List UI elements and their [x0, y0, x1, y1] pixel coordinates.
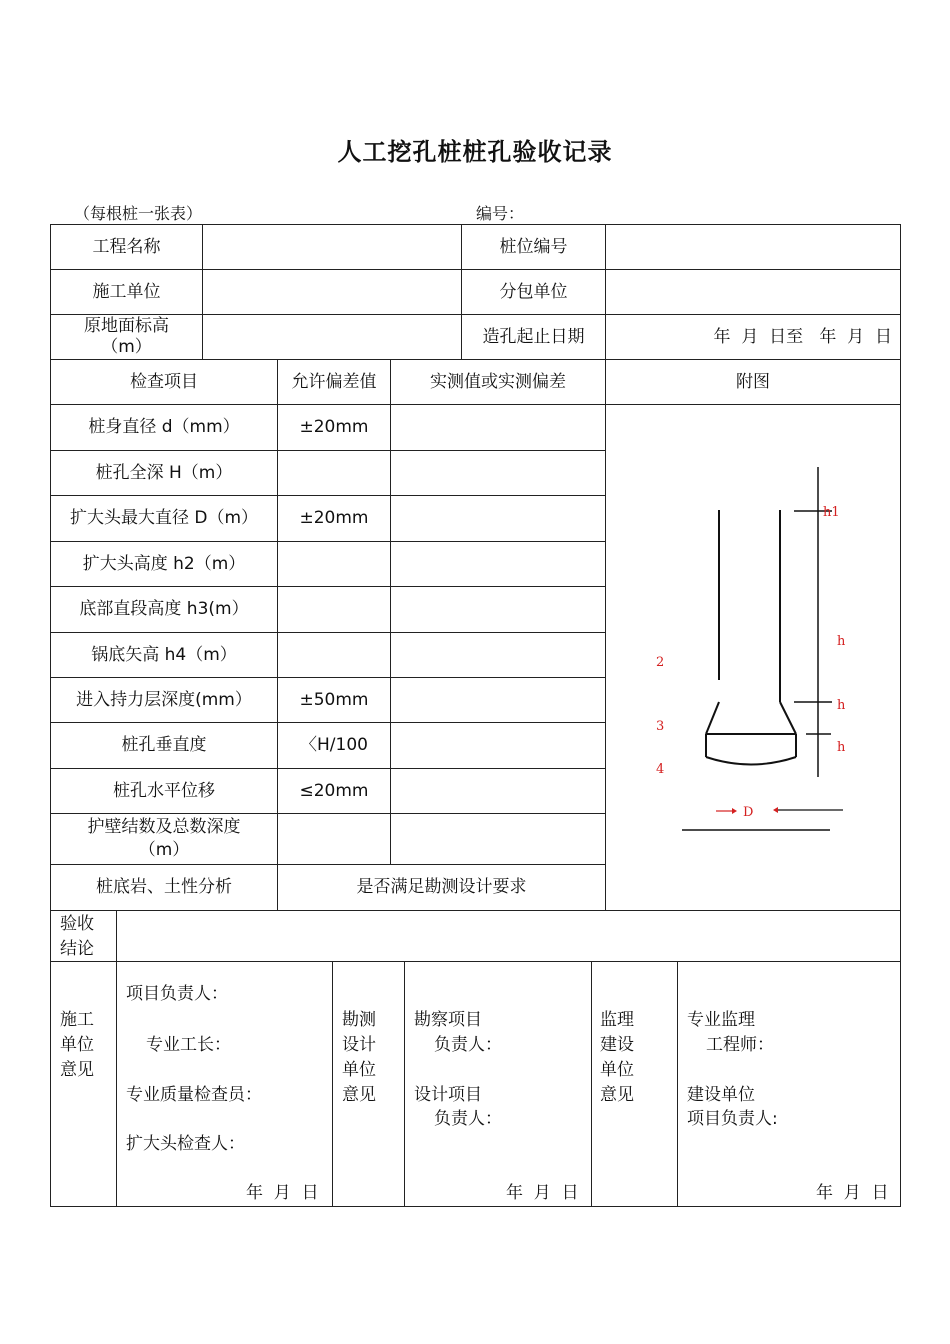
conclusion-label	[60, 912, 94, 962]
row-item-label: 底部直段高度 h3(m）	[79, 599, 249, 619]
owner-title: 建设单位	[687, 1085, 755, 1105]
page-title: 人工挖孔桩桩孔验收记录	[337, 137, 613, 166]
design-manager-sign[interactable]: 负责人：	[434, 1109, 502, 1129]
supervisor-date[interactable]: 年 月 日	[816, 1183, 889, 1203]
project-name-label: 工程名称	[92, 236, 161, 257]
header-tolerance: 允许偏差值	[291, 371, 377, 392]
subcontractor-field[interactable]	[606, 270, 900, 314]
row-item-label: 扩大头高度 h2（m）	[82, 553, 246, 574]
row-measured-field[interactable]	[391, 633, 605, 677]
per-pile-note: （每根桩一张表）	[74, 204, 203, 223]
wall-sections-line1: 护壁结数及总数深度	[87, 817, 241, 837]
row-measured-field[interactable]	[391, 451, 605, 495]
arrow-head-right	[732, 808, 737, 814]
row-measured-field[interactable]	[391, 587, 605, 632]
label-h-bottom: h	[837, 740, 846, 755]
row-tolerance: ±20mm	[299, 417, 369, 437]
survey-label-line: 勘测	[342, 1010, 376, 1030]
quality-inspector-sign[interactable]: 专业质量检查员：	[126, 1085, 262, 1105]
row-item-label: 锅底矢高 h4（m）	[91, 644, 237, 665]
supervisor-engineer-sign[interactable]: 工程师：	[706, 1035, 774, 1055]
arrow-head-left	[773, 807, 778, 813]
dig-dates-field[interactable]: 年 月 日至 年 月 日	[713, 326, 892, 347]
wall-sections-unit: （m）	[138, 840, 190, 860]
bell-wall-right	[780, 702, 796, 734]
dig-dates-label: 造孔起止日期	[482, 326, 585, 347]
serial-number-label: 编号：	[476, 204, 525, 223]
builder-opinion-label	[60, 1008, 94, 1083]
row-tolerance: ±50mm	[299, 689, 369, 710]
label-h-shaft: h	[837, 634, 846, 649]
supervisor-label-line: 意见	[600, 1085, 634, 1105]
label-4: 4	[656, 762, 665, 777]
table-line	[591, 961, 592, 1206]
header-measured: 实测值或实测偏差	[430, 371, 566, 392]
design-manager-title: 设计项目	[414, 1085, 482, 1105]
conclusion-field[interactable]	[117, 911, 900, 961]
foreman-sign[interactable]: 专业工长：	[146, 1035, 231, 1055]
row-tolerance	[278, 542, 390, 586]
bottom-analysis-requirement[interactable]: 是否满足勘测设计要求	[356, 877, 527, 897]
row-measured-field[interactable]	[391, 678, 605, 722]
row-measured-field[interactable]	[391, 405, 605, 450]
conclusion-line2: 结论	[60, 939, 94, 959]
row-tolerance: 〈H/100	[300, 735, 368, 755]
builder-label-line: 施工	[60, 1010, 94, 1030]
pile-diagram	[606, 405, 900, 910]
row-item-label: 桩孔全深 H（m）	[95, 462, 233, 483]
table-line	[404, 961, 405, 1206]
conclusion-line1: 验收	[60, 914, 94, 934]
label-h-bell: h	[837, 698, 846, 713]
wall-sections-measured-field[interactable]	[391, 814, 605, 864]
pile-number-label: 桩位编号	[499, 236, 568, 257]
builder-label-line: 意见	[60, 1060, 94, 1080]
row-tolerance	[278, 633, 390, 677]
row-item-label: 进入持力层深度(mm）	[76, 689, 252, 710]
survey-manager-title: 勘察项目	[414, 1010, 482, 1030]
table-line	[677, 961, 678, 1206]
survey-label-line: 意见	[342, 1085, 376, 1105]
label-h1: h1	[823, 505, 840, 520]
project-manager-sign[interactable]: 项目负责人：	[126, 984, 228, 1004]
pile-number-field[interactable]	[606, 225, 900, 269]
subcontractor-label: 分包单位	[499, 281, 568, 302]
row-tolerance: ≤20mm	[299, 780, 369, 801]
builder-label-line: 单位	[60, 1035, 94, 1055]
owner-manager-sign[interactable]: 项目负责人:	[687, 1109, 778, 1129]
ground-elevation-unit: （m）	[101, 337, 152, 357]
bottom-analysis-label: 桩底岩、土性分析	[96, 877, 232, 897]
label-3: 3	[656, 719, 665, 734]
bell-wall-left	[706, 702, 719, 734]
builder-label: 施工单位	[92, 281, 161, 302]
row-measured-field[interactable]	[391, 542, 605, 586]
survey-label-line: 单位	[342, 1060, 376, 1080]
supervisor-opinion-label	[600, 1008, 634, 1108]
builder-date[interactable]: 年 月 日	[246, 1183, 319, 1203]
survey-manager-sign[interactable]: 负责人：	[434, 1035, 502, 1055]
survey-date[interactable]: 年 月 日	[506, 1183, 579, 1203]
header-figure: 附图	[736, 371, 770, 392]
row-item-label: 桩孔垂直度	[121, 735, 207, 755]
row-tolerance	[278, 587, 390, 632]
supervisor-label-line: 监理	[600, 1010, 634, 1030]
ground-elevation-label	[51, 315, 202, 359]
builder-field[interactable]	[203, 270, 461, 314]
pot-bottom-curve	[706, 757, 796, 765]
wall-sections-label	[51, 814, 277, 864]
table-line	[332, 961, 333, 1206]
row-measured-field[interactable]	[391, 723, 605, 768]
table-line	[50, 1206, 901, 1207]
bell-inspector-sign[interactable]: 扩大头检查人：	[126, 1134, 245, 1154]
row-tolerance: ±20mm	[299, 508, 369, 528]
label-2: 2	[656, 655, 665, 670]
project-name-field[interactable]	[203, 225, 461, 269]
row-item-label: 桩身直径 d（mm）	[88, 417, 240, 437]
wall-sections-tolerance[interactable]	[278, 814, 390, 864]
survey-opinion-label	[342, 1008, 376, 1108]
table-line	[50, 961, 901, 962]
row-measured-field[interactable]	[391, 769, 605, 813]
supervisor-engineer-title: 专业监理	[687, 1010, 755, 1030]
label-D: D	[743, 805, 754, 820]
ground-elevation-line1: 原地面标高	[84, 316, 169, 336]
ground-elevation-field[interactable]	[203, 315, 461, 359]
survey-label-line: 设计	[342, 1035, 376, 1055]
supervisor-label-line: 建设	[600, 1035, 634, 1055]
row-item-label: 扩大头最大直径 D（m）	[69, 508, 259, 528]
header-check-item: 检查项目	[130, 371, 198, 392]
table-line	[900, 224, 901, 1207]
row-item-label: 桩孔水平位移	[113, 780, 215, 801]
row-measured-field[interactable]	[391, 496, 605, 541]
supervisor-label-line: 单位	[600, 1060, 634, 1080]
row-tolerance	[278, 451, 390, 495]
